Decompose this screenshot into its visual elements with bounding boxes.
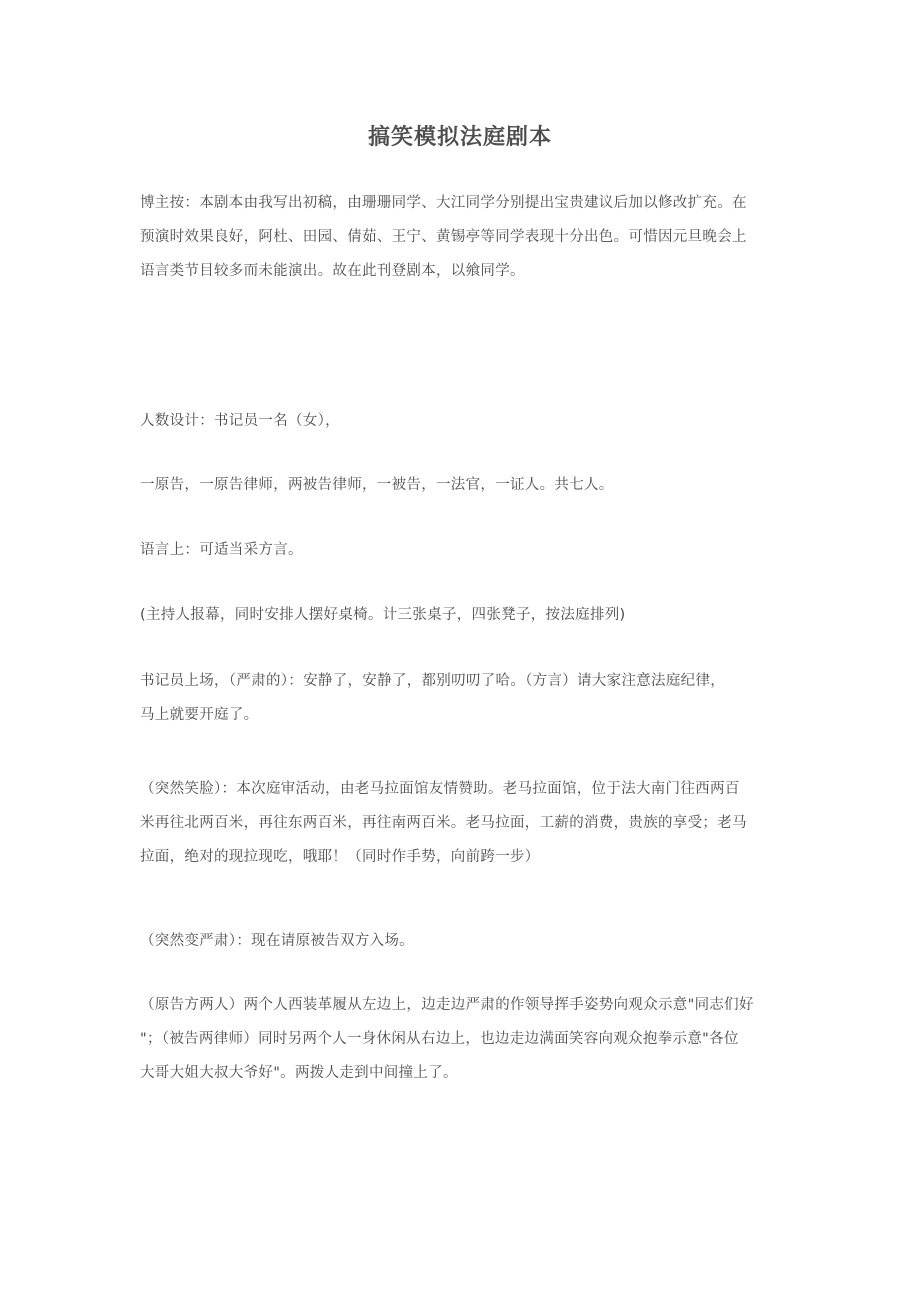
serious-line: （突然变严肃）：现在请原被告双方入场。 [140,933,414,949]
serious-paragraph [140,924,782,958]
clerk-line: 马上就要开庭了。 [140,707,259,723]
intro-line: 预演时效果良好，阿杜、田园、倩茹、王宁、黄锡亭等同学表现十分出色。可惜因元旦晚会上 [140,229,747,245]
entrance-line: "；（被告两律师）同时另两个人一身休闲从右边上，也边走边满面笑容向观众抱拳示意"各位 [140,1031,739,1047]
ad-paragraph [140,772,782,874]
stage-direction-line: (主持人报幕，同时安排人摆好桌椅。计三张桌子，四张凳子，按法庭排列) [140,607,626,623]
clerk-enter-paragraph [140,664,782,732]
entrance-paragraph [140,988,782,1090]
intro-paragraph [140,186,782,288]
entrance-line: 大哥大姐大叔大爷好"。两拨人走到中间撞上了。 [140,1065,458,1081]
ad-line: 米再往北两百米，再往东两百米，再往南两百米。老马拉面，工薪的消费，贵族的享受；老马 [140,815,747,831]
language-line: 语言上：可适当采方言。 [140,542,303,558]
cast-design-paragraph [140,404,782,438]
intro-line: 语言类节目较多而未能演出。故在此刊登剧本，以飨同学。 [140,263,525,279]
cast-design-line: 人数设计：书记员一名（女）， [140,413,340,429]
entrance-line: （原告方两人）两个人西装革履从左边上，边走边严肃的作领导挥手姿势向观众示意"同志们好 [140,997,754,1013]
stage-direction-paragraph [140,598,782,632]
document-title: 搞笑模拟法庭剧本 [367,125,552,150]
ad-line: 拉面，绝对的现拉现吃，哦耶！（同时作手势，向前跨一步） [140,849,540,865]
intro-line: 博主按：本剧本由我写出初稿，由珊珊同学、大江同学分别提出宝贵建议后加以修改扩充。在 [140,195,747,211]
cast-list-line: 一原告，一原告律师，两被告律师，一被告，一法官，一证人。共七人。 [140,477,614,493]
language-paragraph [140,533,782,567]
ad-line: （突然笑脸）：本次庭审活动，由老马拉面馆友情赞助。老马拉面馆，位于法大南门往西两百 [140,781,740,797]
cast-list-paragraph [140,468,782,502]
clerk-line: 书记员上场，（严肃的）：安静了，安静了，都别叨叨了哈。（方言）请大家注意法庭纪律， [140,673,726,689]
